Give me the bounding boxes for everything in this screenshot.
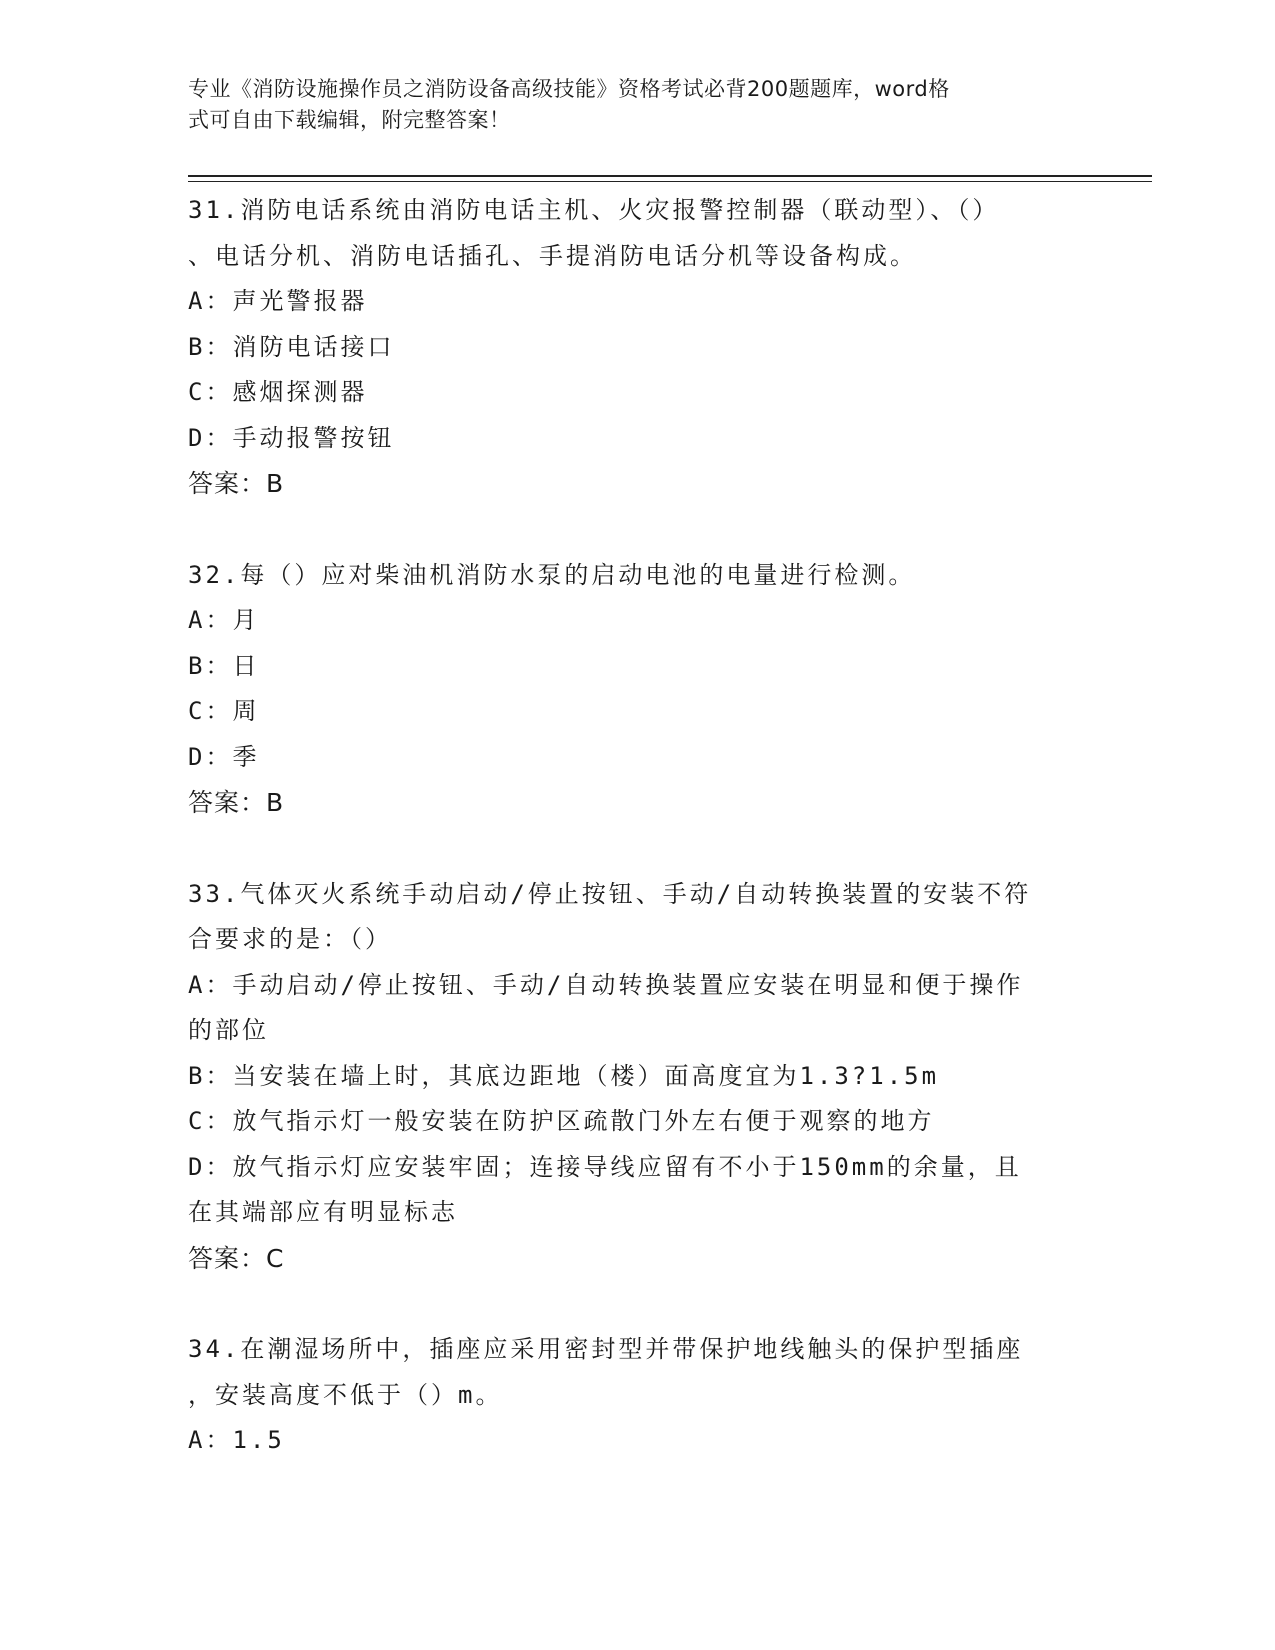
answer-option-line: 的部位 [188,1016,269,1044]
question-stem-line: ，安装高度不低于（）m。 [188,1380,503,1409]
answer-option-line: D：手动报警按钮 [188,423,395,452]
answer-option [188,325,1088,371]
answer-option-line: D：放气指示灯应安装牢固；连接导线应留有不小于150mm的余量，且 [188,1152,1022,1181]
header-line: 专业《消防设施操作员之消防设备高级技能》资格考试必背200题题库，word格 [188,77,950,101]
header-divider-thin [188,181,1152,182]
question-list [188,188,1088,1464]
question-stem-line: 34.在潮湿场所中，插座应采用密封型并带保护地线触头的保护型插座 [188,1335,1024,1363]
answer-option [188,1418,1088,1464]
answer-option-line: C：周 [188,697,260,725]
question-stem-line: 合要求的是：（） [188,925,392,953]
question-stem-line: 、电话分机、消防电话插孔、手提消防电话分机等设备构成。 [188,241,917,270]
answer-option-line: A：1.5 [188,1426,285,1454]
answer-option-line: B：消防电话接口 [188,332,395,361]
header-line: 式可自由下载编辑，附完整答案！ [188,108,511,132]
answer-option [188,689,1088,735]
answer-option [188,735,1088,781]
question-block [188,188,1088,507]
answer-option-line: C：感烟探测器 [188,378,368,406]
answer-option [188,1054,1088,1100]
question-block [188,872,1088,1282]
answer-option-line: B：日 [188,651,260,680]
answer-key: 答案：B [188,469,285,498]
header-divider [188,175,1152,177]
question-block [188,553,1088,826]
answer-option-line: B：当安装在墙上时，其底边距地（楼）面高度宜为1.3?1.5m [188,1061,940,1090]
document-header [188,74,1068,136]
answer-option [188,416,1088,462]
answer-option [188,963,1088,1054]
answer-option-line: C：放气指示灯一般安装在防护区疏散门外左右便于观察的地方 [188,1107,935,1135]
answer-option-line: A：声光警报器 [188,287,368,315]
question-block [188,1327,1088,1464]
answer-option [188,279,1088,325]
answer-option [188,370,1088,416]
answer-key: 答案：B [188,788,285,817]
answer-option [188,1099,1088,1145]
answer-option-line: 在其端部应有明显标志 [188,1198,458,1226]
answer-option [188,644,1088,690]
answer-option-line: A：月 [188,606,260,634]
question-stem-line: 33.气体灭火系统手动启动/停止按钮、手动/自动转换装置的安装不符 [188,879,1032,908]
question-stem-line: 32.每（）应对柴油机消防水泵的启动电池的电量进行检测。 [188,560,916,589]
answer-option [188,1145,1088,1236]
answer-option [188,598,1088,644]
answer-key: 答案：C [188,1243,285,1273]
answer-option-line: D：季 [188,742,260,771]
answer-option-line: A：手动启动/停止按钮、手动/自动转换装置应安装在明显和便于操作 [188,970,1024,999]
question-stem-line: 31.消防电话系统由消防电话主机、火灾报警控制器（联动型）、（） [188,196,1000,224]
